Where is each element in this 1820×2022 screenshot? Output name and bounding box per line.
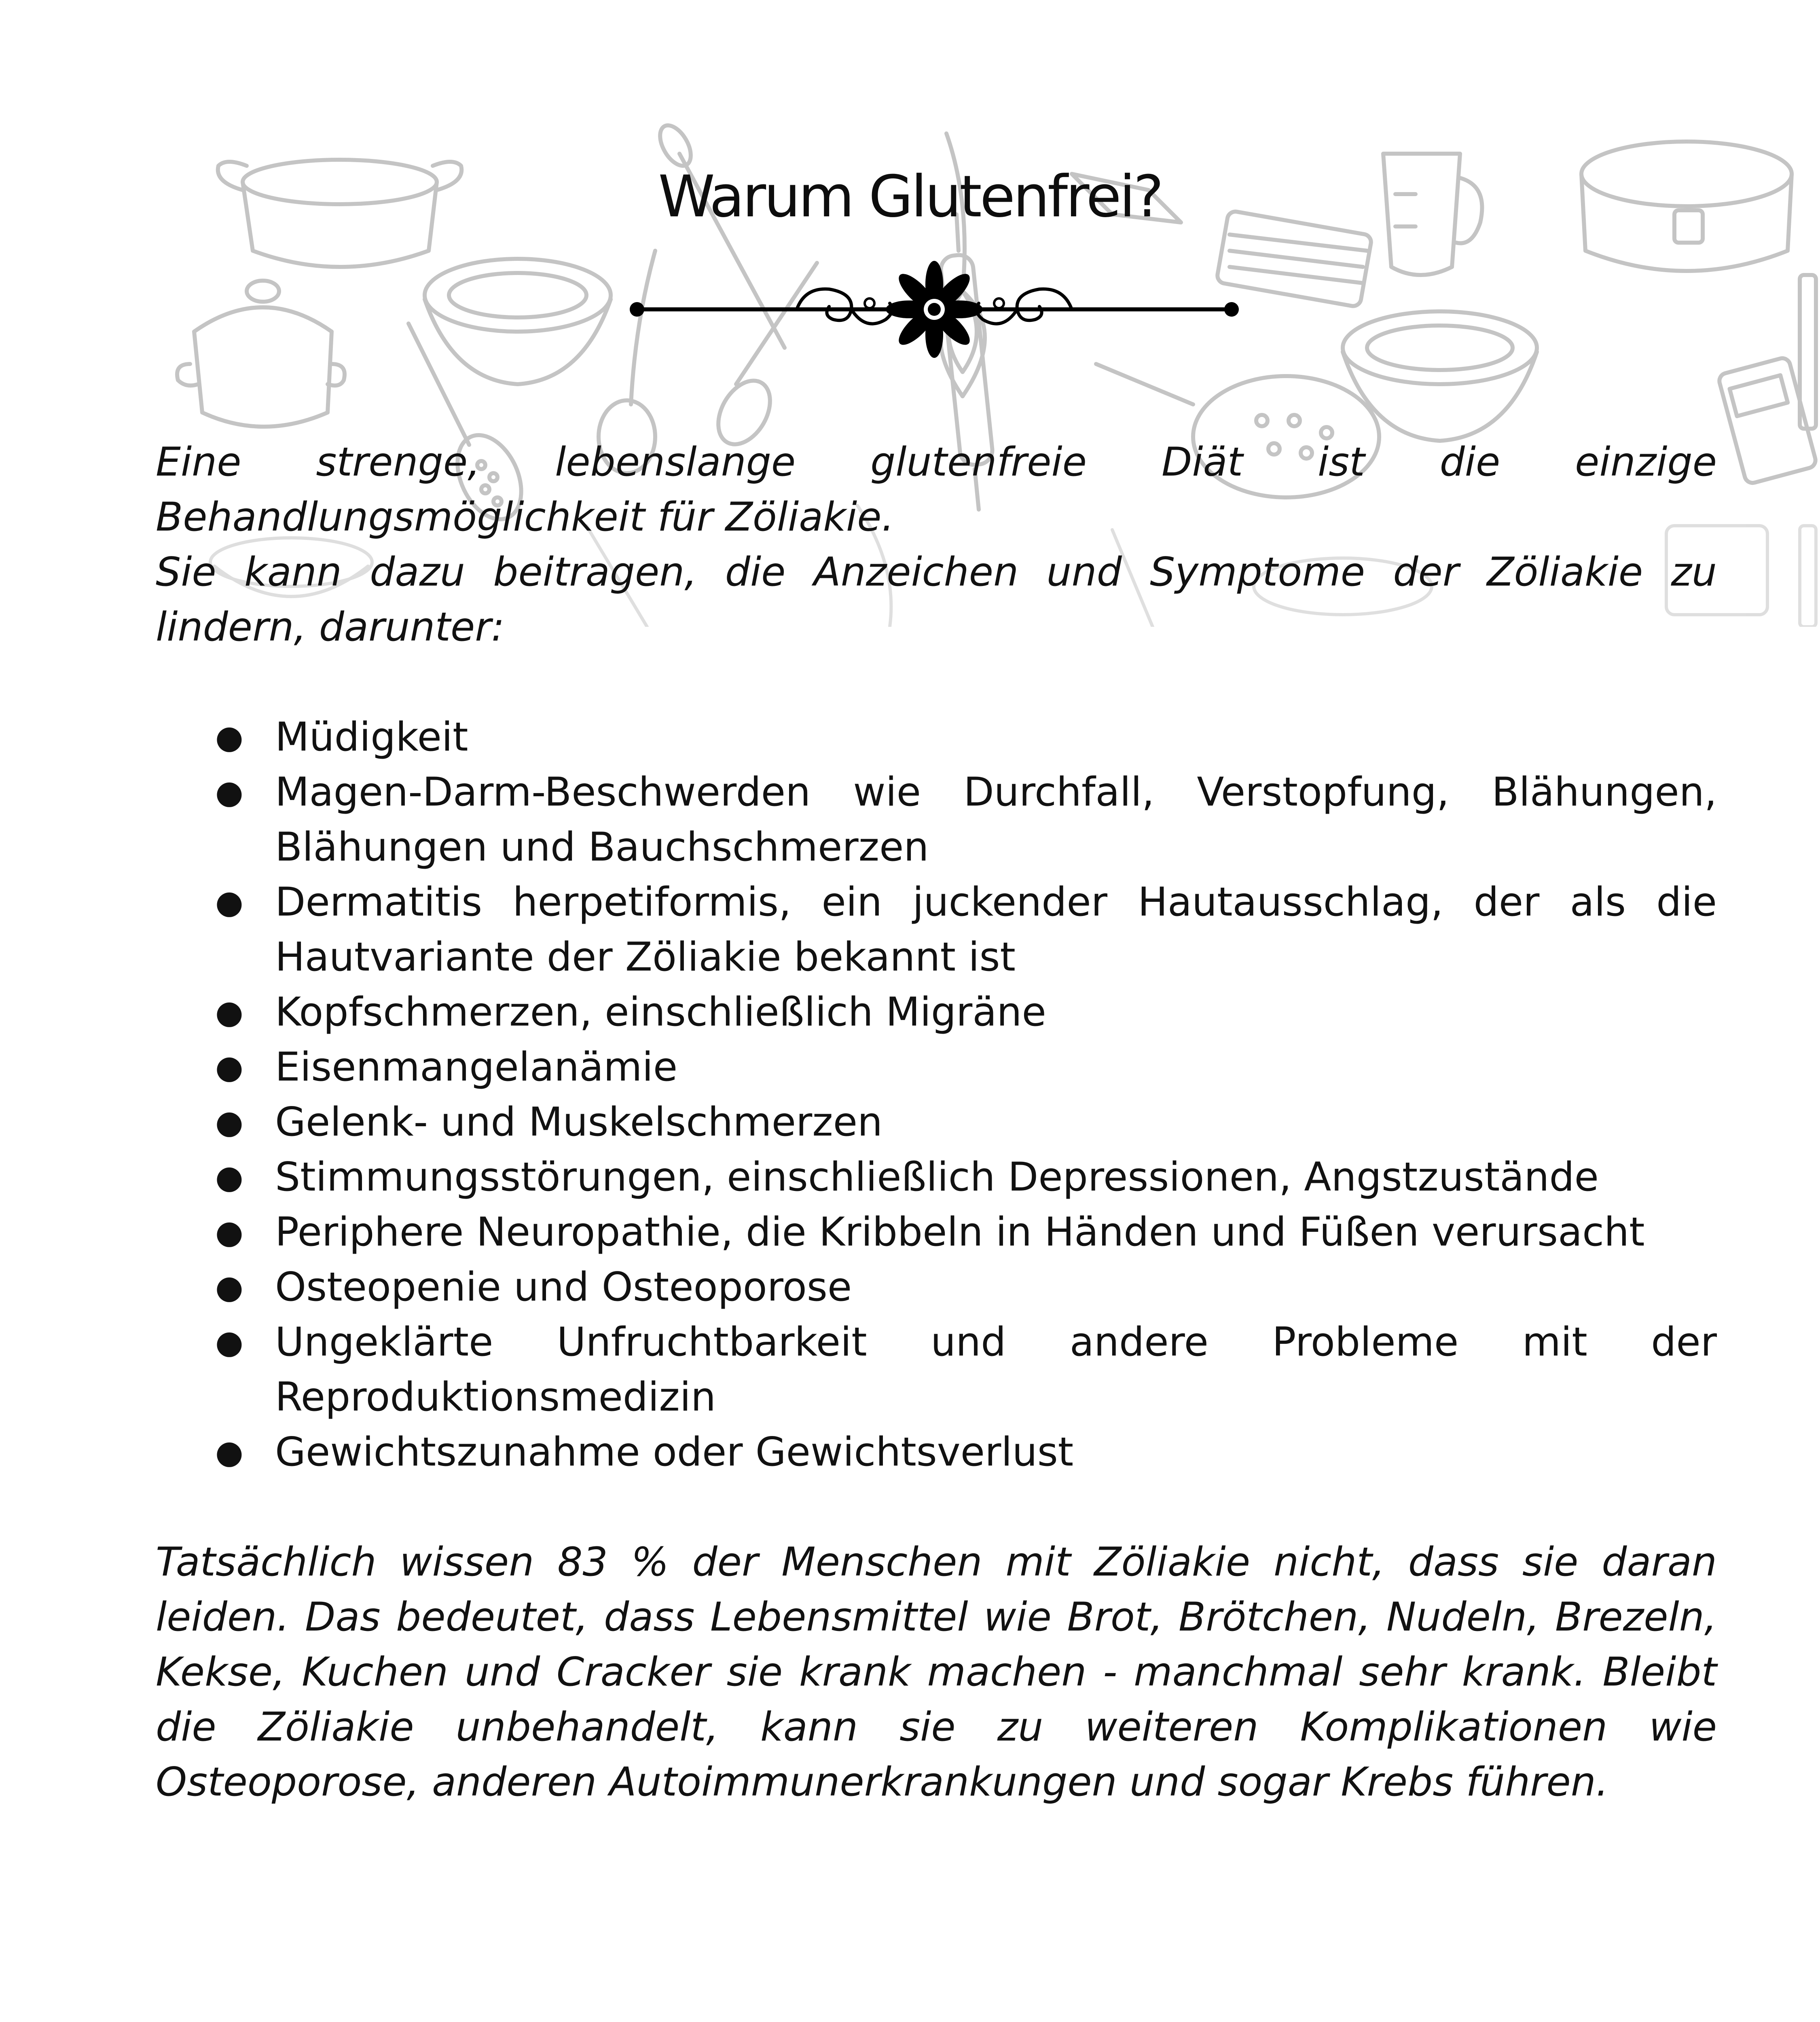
list-item: ● Kopfschmerzen, einschließlich Migräne [156, 985, 1717, 1040]
scale-icon [1718, 356, 1817, 484]
main-content [156, 435, 1717, 1810]
pot-lid-icon [177, 281, 345, 427]
bullet-icon: ● [215, 1268, 243, 1306]
list-item: ● Gelenk- und Muskelschmerzen [156, 1095, 1717, 1150]
list-item: ● Eisenmangelanämie [156, 1040, 1717, 1095]
list-item: ● Osteopenie und Osteoporose [156, 1260, 1717, 1315]
bullet-icon: ● [215, 773, 243, 811]
bullet-icon: ● [215, 1323, 243, 1361]
bullet-icon: ● [215, 993, 243, 1031]
bullet-icon: ● [215, 1158, 243, 1196]
list-item: ● Stimmungsstörungen, einschließlich Depressionen, Angstzustände [156, 1150, 1717, 1205]
bullet-icon: ● [215, 718, 243, 756]
intro-paragraph: Eine strenge, lebenslange glutenfreie Diät ist die einzige Behandlungsmöglichkeit für Zöliakie. [156, 439, 1717, 540]
bullet-icon: ● [215, 1103, 243, 1141]
symptom-list [156, 710, 1717, 1480]
bowl-icon [425, 259, 611, 384]
intro-text [156, 435, 1717, 655]
bullet-icon: ● [215, 1433, 243, 1471]
bullet-icon: ● [215, 1213, 243, 1251]
intro-paragraph: Sie kann dazu beitragen, die Anzeichen und Symptome der Zöliakie zu lindern, darunter: [156, 549, 1717, 650]
list-item: ● Ungeklärte Unfruchtbarkeit und andere Probleme mit der Reproduktionsmedizin [156, 1315, 1717, 1425]
list-item: ● Dermatitis herpetiformis, ein juckender Hautausschlag, der als die Hautvariante der Zöliakie bekannt ist [156, 875, 1717, 985]
bowl-icon [1343, 311, 1537, 441]
list-item: ● Müdigkeit [156, 710, 1717, 765]
list-item: ● Magen-Darm-Beschwerden wie Durchfall, Verstopfung, Blähungen, Blähungen und Bauchschmerzen [156, 765, 1717, 875]
bullet-icon: ● [215, 883, 243, 921]
bullet-icon: ● [215, 1048, 243, 1086]
page-title: Warum Glutenfrei? [658, 163, 1162, 230]
list-item: ● Periphere Neuropathie, die Kribbeln in Händen und Füßen verursacht [156, 1205, 1717, 1260]
list-item: ● Gewichtszunahme oder Gewichtsverlust [156, 1425, 1717, 1480]
closing-paragraph: Tatsächlich wissen 83 % der Menschen mit Zöliakie nicht, dass sie daran leiden. Das bedeutet, dass Lebensmittel wie Brot, Brötchen, Nudeln, Brezeln, Kekse, Kuchen und Cracker sie krank machen - manchmal sehr krank. Bleibt die Zöliakie unbehandelt, kann sie zu weiteren Komplikationen wie Osteoporose, anderen Autoimmunerkrankungen und sogar Krebs führen. [156, 1539, 1717, 1805]
flower-divider-icon [627, 259, 1242, 364]
